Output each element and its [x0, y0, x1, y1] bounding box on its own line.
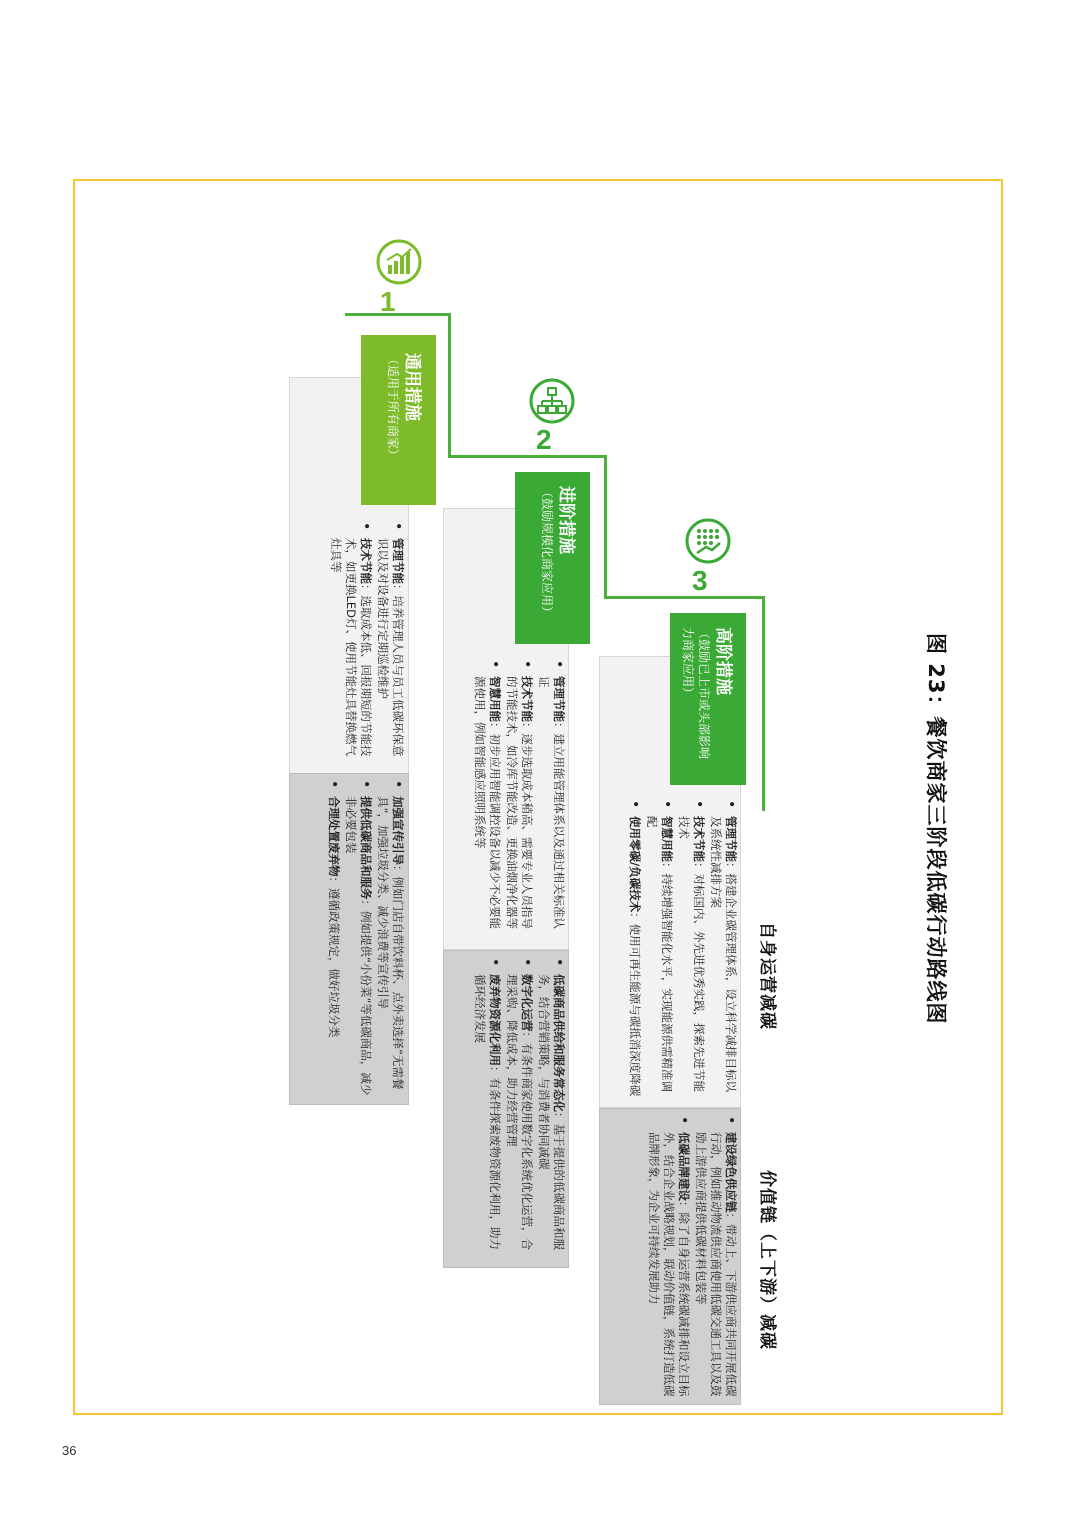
list-item: • 管理节能：搭建企业碳管理体系，设立科学减排目标以及系统性减排方案 — [708, 800, 738, 1100]
stage-3-subtitle: （鼓励已上市或头部影响力商家应用） — [681, 627, 711, 760]
list-item: • 使用零碳/负碳技术：使用可再生能源与碳抵消深度降碳 — [627, 800, 642, 1100]
stage-number-2: 2 — [536, 424, 552, 455]
column-header-self-ops: 自身运营减碳 — [757, 922, 777, 1030]
step-line-3 — [604, 596, 764, 599]
page-number: 36 — [62, 1443, 77, 1458]
stage-number-1: 1 — [380, 286, 396, 317]
list-item: • 技术节能：选取成本低、回报期短的节能技术，如更换LED灯、使用节能灶具替换燃气灶具等 — [328, 522, 373, 767]
list-item: • 加强宣传引导：例如门店自带饮料杯、点外卖选择“无需餐具”，加强垃圾分类、减少浪费等宣传引导 — [375, 780, 405, 1098]
list-item: • 智慧用能：持续增强智能化水平，实现能源供需精准调配 — [644, 800, 674, 1100]
stage-1-subtitle: （适用于所有商家） — [386, 353, 400, 462]
stage-2-label-box — [515, 472, 590, 644]
figure-title: 图 23：餐饮商家三阶段低碳行动路线图 — [924, 633, 948, 1025]
stage-2-subtitle: （鼓励规模化商家应用） — [540, 486, 554, 619]
stage-1-title: 通用措施 — [402, 353, 422, 421]
step-line-1 — [345, 313, 450, 316]
list-item: • 低碳品牌建设：除了自身运营系统碳减排和设立目标外，结合企业战略规划，联动价值链，系统打造低碳品牌形象，为企业可持续发展助力 — [646, 1116, 691, 1398]
list-item: • 提供低碳商品和服务：例如提供“小份菜”等低碳商品，减少非必要包装 — [343, 780, 373, 1098]
list-item: • 建设绿色供应链：带动上、下游供应商共同开展低碳行动，例如推动物流供应商使用低碳交通工具以及鼓励上游供应商提供低碳材料包装等 — [693, 1116, 738, 1398]
list-item: • 管理节能：培养管理人员与员工低碳环保意识以及对设备进行定期巡检维护 — [375, 522, 405, 767]
stage-number-3: 3 — [692, 565, 708, 596]
column-header-value-chain: 价值链（上下游）减碳 — [757, 1170, 777, 1350]
list-item: • 管理节能：建立用能管理体系以及通过相关标准认证 — [536, 660, 566, 940]
stage-1-value-chain-text — [324, 780, 405, 1098]
stage-3-self-ops-text — [625, 800, 738, 1100]
stage-1-label-box — [361, 335, 436, 505]
network-nodes-icon — [528, 377, 576, 429]
step-line-1-rise — [448, 313, 451, 456]
step-line-3-drop — [762, 596, 765, 811]
list-item: • 低碳商品供给和服务常态化：基于提供的低碳商品和服务，结合营销策略，与消费者协同减碳 — [536, 958, 566, 1258]
stage-1-self-ops-text — [326, 522, 405, 767]
list-item: • 智慧用能：初步应用智能调控设备以减少不必要能源使用，例如智能感应照明系统等 — [472, 660, 502, 940]
list-item: • 合理处置废弃物：遵循政策规定，做好垃圾分类 — [326, 780, 341, 1098]
stage-2-title: 进阶措施 — [556, 486, 576, 554]
stage-2-self-ops-text — [470, 660, 566, 940]
bar-chart-growth-icon — [375, 238, 423, 290]
step-line-2 — [448, 455, 606, 458]
list-item: • 废弃物资源化利用：有条件探索废物资源化利用，助力循环经济发展 — [472, 958, 502, 1258]
step-line-2-rise — [604, 455, 607, 598]
stage-3-value-chain-text — [644, 1116, 738, 1398]
dot-grid-growth-icon — [684, 517, 732, 569]
stage-3-label-box — [670, 613, 746, 785]
stage-3-title: 高阶措施 — [713, 627, 733, 695]
list-item: • 数字化运营：有条件商家使用数字化系统优化运营，合理采购、降低成本，助力经营管理 — [504, 958, 534, 1258]
list-item: • 技术节能：逐步选取成本稍高、需要专业人员指导的节能技术，如冷库节能改造、更换油烟净化器等 — [504, 660, 534, 940]
stage-2-value-chain-text — [470, 958, 566, 1258]
list-item: • 技术节能：对标国内、外先进优秀实践，探索先进节能技术 — [676, 800, 706, 1100]
